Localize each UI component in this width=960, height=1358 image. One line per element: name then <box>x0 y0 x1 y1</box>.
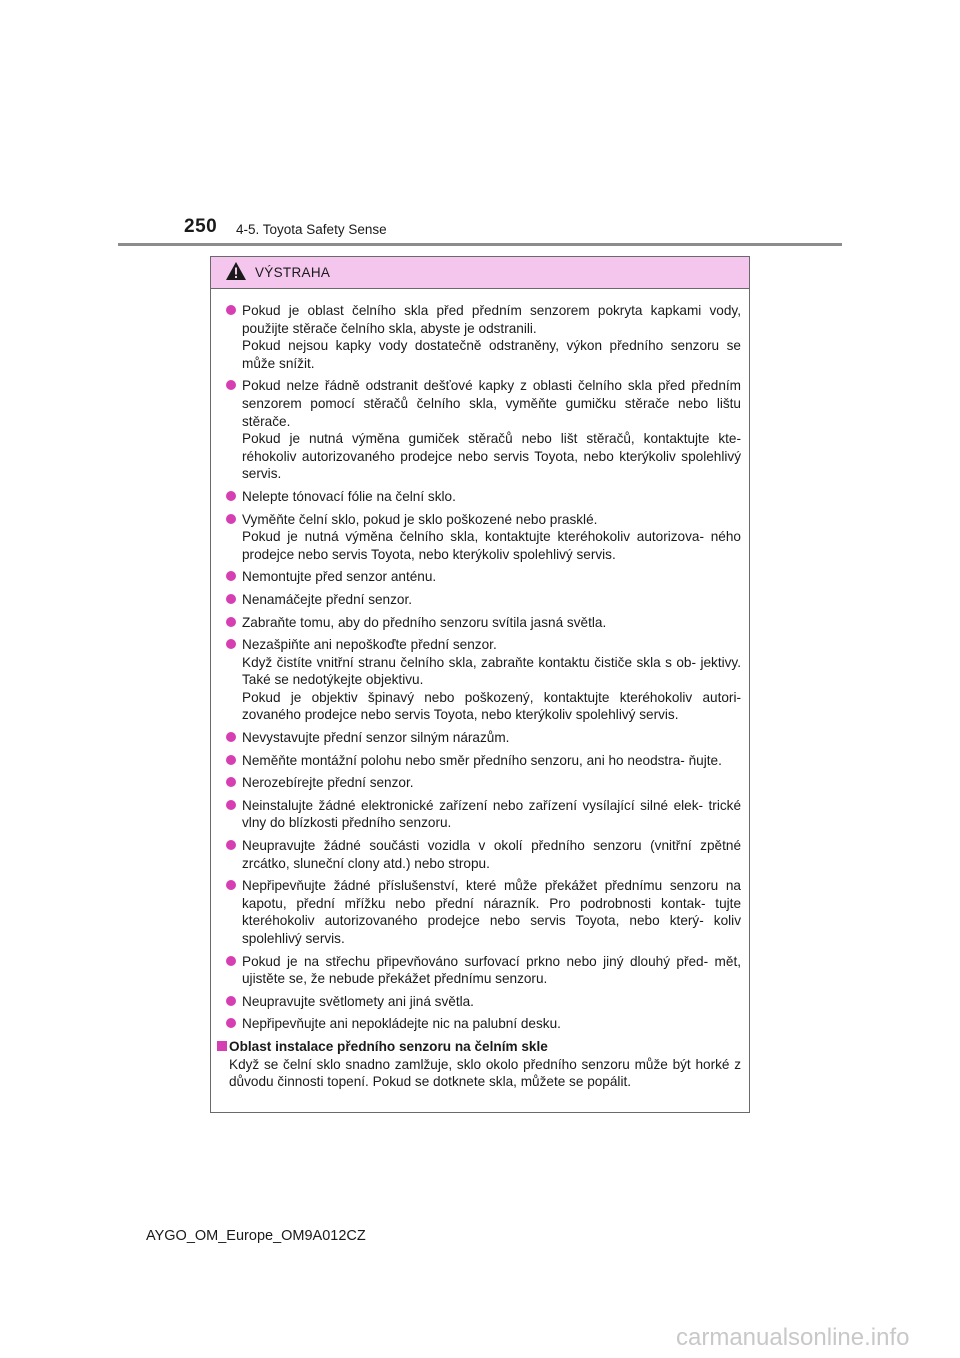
warning-paragraph: Pokud je objektiv špinavý nebo poškozený, kontaktujte kteréhokoliv autori- zovaného prodejce nebo servis Toyota, nebo kterýkoliv spolehlivý servis. <box>242 689 741 723</box>
warning-box <box>210 256 750 1113</box>
warning-paragraph: Pokud je nutná výměna gumiček stěračů nebo lišt stěračů, kontaktujte kte- réhokoliv autorizovaného prodejce nebo servis Toyota, nebo kterýkoliv spolehlivý servis. <box>242 431 741 482</box>
warning-paragraph: Nerozebírejte přední senzor. <box>242 775 414 791</box>
warning-list-item <box>215 488 741 506</box>
warning-paragraph: Neinstalujte žádné elektronické zařízení nebo zařízení vysílající silné elek- trické vlny do blízkosti předního senzoru. <box>242 797 741 831</box>
bullet-icon <box>226 571 236 581</box>
warning-paragraph: Nelepte tónovací fólie na čelní sklo. <box>242 488 456 504</box>
warning-paragraph: Nepřipevňujte žádné příslušenství, které může překážet přednímu senzoru na kapotu, přední mřížku nebo přední nárazník. Pro podrobnosti kontak- tujte kteréhokoliv autorizovaného prodejce nebo servis Toyota, nebo který- koliv spolehlivý servis. <box>242 878 741 946</box>
warning-list-item <box>215 752 741 770</box>
warning-list-item <box>215 568 741 586</box>
warning-paragraph: Vyměňte čelní sklo, pokud je sklo poškozené nebo prasklé. <box>242 511 598 527</box>
warning-paragraph: Neměňte montážní polohu nebo směr předního senzoru, ani ho neodstra- ňujte. <box>242 752 722 768</box>
bullet-icon <box>226 755 236 765</box>
warning-paragraph: Nezašpiňte ani nepoškoďte přední senzor. <box>242 637 497 653</box>
warning-list-item <box>215 302 741 372</box>
warning-triangle-icon <box>225 261 247 281</box>
watermark: carmanualsonline.info <box>676 1324 910 1351</box>
warning-list-item <box>215 837 741 872</box>
bullet-icon <box>226 1018 236 1028</box>
bullet-icon <box>226 617 236 627</box>
warning-paragraph: Pokud je oblast čelního skla před předním senzorem pokryta kapkami vody, použijte stěrače čelního skla, abyste je odstranili. <box>242 303 741 336</box>
bullet-icon <box>226 996 236 1006</box>
warning-list-item <box>215 1015 741 1033</box>
warning-paragraph: Pokud nejsou kapky vody dostatečně odstraněny, výkon předního senzoru se může snížit. <box>242 338 741 371</box>
warning-paragraph: Nemontujte před senzor anténu. <box>242 569 437 585</box>
bullet-icon <box>226 777 236 787</box>
document-code: AYGO_OM_Europe_OM9A012CZ <box>146 1228 366 1244</box>
warning-list-item <box>215 636 741 724</box>
warning-paragraph: Nevystavujte přední senzor silným nárazům. <box>242 730 510 746</box>
subsection-heading: Oblast instalace předního senzoru na čelním skle <box>229 1038 548 1054</box>
bullet-icon <box>226 732 236 742</box>
bullet-icon <box>226 800 236 810</box>
subsection <box>215 1038 741 1091</box>
warning-list-item <box>215 729 741 747</box>
warning-list-item <box>215 591 741 609</box>
bullet-icon <box>226 305 236 315</box>
warning-header <box>211 257 749 289</box>
warning-list-item <box>215 877 741 947</box>
bullet-icon <box>226 491 236 501</box>
warning-list-item <box>215 377 741 483</box>
warning-body <box>211 289 749 1091</box>
warning-list-item <box>215 993 741 1011</box>
page-number: 250 <box>184 216 218 237</box>
bullet-icon <box>226 594 236 604</box>
warning-list-item <box>215 774 741 792</box>
warning-paragraph: Pokud je nutná výměna čelního skla, kontaktujte kteréhokoliv autorizova- ného prodejce nebo servis Toyota, nebo kterýkoliv spolehlivý servis. <box>242 529 741 562</box>
warning-paragraph: Když čistíte vnitřní stranu čelního skla, zabraňte kontaktu čističe skla s ob- jektivy. Také se nedotýkejte objektivu. <box>242 654 741 688</box>
warning-paragraph: Zabraňte tomu, aby do předního senzoru svítila jasná světla. <box>242 614 607 630</box>
bullet-icon <box>226 840 236 850</box>
warning-list-item <box>215 797 741 832</box>
warning-list-item <box>215 953 741 988</box>
warning-paragraph: Neupravujte světlomety ani jiná světla. <box>242 993 474 1009</box>
section-title: 4-5. Toyota Safety Sense <box>236 222 387 237</box>
warning-title: VÝSTRAHA <box>255 265 331 280</box>
subsection-text: Když se čelní sklo snadno zamlžuje, sklo okolo předního senzoru může být horké z důvodu činnosti topení. Pokud se dotknete skla, můžete se popálit. <box>229 1056 741 1090</box>
bullet-icon <box>226 880 236 890</box>
warning-list-item <box>215 511 741 564</box>
bullet-icon <box>226 380 236 390</box>
bullet-icon <box>226 956 236 966</box>
warning-paragraph: Neupravujte žádné součásti vozidla v okolí předního senzoru (vnitřní zpětné zrcátko, sluneční clony atd.) nebo stropu. <box>242 838 741 871</box>
warning-paragraph: Pokud nelze řádně odstranit dešťové kapky z oblasti čelního skla před předním senzorem pomocí stěračů čelního skla, vyměňte gumičku stěrače nebo lištu stěrače. <box>242 378 741 429</box>
warning-paragraph: Pokud je na střechu připevňováno surfovací prkno nebo jiný dlouhý před- mět, ujistěte se, že nebude překážet přednímu senzoru. <box>242 953 741 987</box>
warning-list-item <box>215 614 741 632</box>
square-bullet-icon <box>217 1041 227 1051</box>
bullet-icon <box>226 639 236 649</box>
warning-paragraph: Nenamáčejte přední senzor. <box>242 591 413 607</box>
bullet-icon <box>226 514 236 524</box>
header-divider <box>118 243 842 246</box>
warning-paragraph: Nepřipevňujte ani nepokládejte nic na palubní desku. <box>242 1016 561 1032</box>
